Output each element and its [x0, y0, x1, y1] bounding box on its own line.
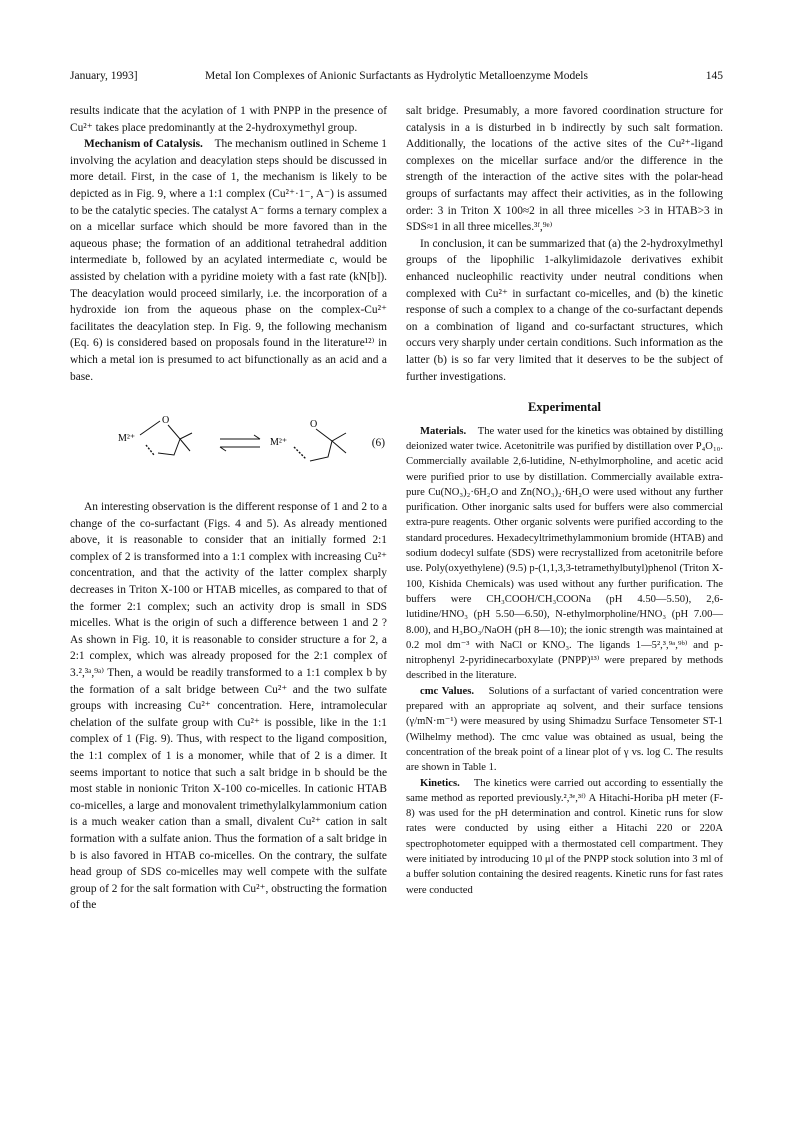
experimental-heading: Experimental	[528, 400, 601, 415]
equation-6	[70, 405, 387, 485]
equation-6-scheme	[110, 405, 390, 485]
page-header	[70, 70, 723, 90]
issue-date: January, 1993]	[70, 70, 138, 82]
right-column	[406, 103, 723, 898]
paragraph-mechanism	[70, 136, 387, 385]
paragraph-conclusion: In conclusion, it can be summarized that (a) the 2-hydroxylmethyl groups of the lipophilic 1-alkylimidazole derivatives exhibit enhanced nucleophilic reactivity under neutral conditions when complexed with Cu²⁺ in surfactant co-micelles, and (b) the kinetic response of such a complex to a change of the co-surfactant depends on a combination of ligand and co-surfactant structures, which occurs very sharply under certain conditions. Such information as the latter (b) is so far very limited that it deserves to be the subject of further investigations.	[406, 237, 723, 383]
kinetics-heading: Kinetics.	[420, 777, 460, 789]
eq-right-oxygen: O	[310, 419, 318, 431]
paragraph-observation: An interesting observation is the different response of 1 and 2 to a change of the co-surfactant (Figs. 4 and 5). As already mentioned above, it is reasonable to consider that an initially formed 2:1 complex of 2 is transformed into a 1:1 complex with increasing Cu²⁺ concentration, and that the activity of the latter complex sharply decreases in Triton X-100 or HTAB micelles, as compared to that of the former 2:1 complex; such an activity drop is small in SDS micelles. What is the origin of such a difference between 1 and 2 ? As shown in Fig. 10, it is reasonable to consider structure a for 2, a 2:1 complex, which was already proposed for the 2:1 complex of 3.²,³ᵃ,⁹ᵃ⁾ Then, a would be readily transformed to a 1:1 complex b by the formation of a salt bridge between Cu²⁺ and the two sulfate groups with increasing Cu²⁺ concentration. Here, intramolecular chelation of the sulfate group with Cu²⁺ is possible, like in the 1:1 complex of 1 (Fig. 9). Thus, with respect to the ligand composition, the 1:1 complex of 1 is a monomer, while that of 2 is a dimer. It seems important to notice that such a salt bridge in b should be the most stable in nonionic Triton X-100 co-micelles. In cationic HTAB co-micelles, a large and monovalent trimethylalkylammonium cation is a much weaker cation than a small, divalent Cu²⁺ cation in salt formation with a sulfate anion. Thus the formation of a salt bridge in b is also favored in HTAB co-micelles. On the contrary, the sulfate head group of SDS co-micelles may well compete with the sulfate group of 2 for the salt formation with Cu²⁺, obstructing the formation of the	[70, 501, 387, 912]
paragraph-kinetics	[406, 776, 723, 898]
materials-text: The water used for the kinetics was obtained by distilling deionized water twice. Acetonitrile was purified by distillation over P₄O₁₀. Commercially available 2,6-lutidine, N-ethylmorpholine, and acetic acid were purified prior to use by distillation. Commercially available extra-pure Cu(NO₃)₂·6H₂O and Zn(NO₃)₂·6H₂O were used without any further purification. Other inorganic salts used for buffers were also commercial extra-pure reagents. Other organic solvents were purified according to the standard procedures. Hexadecyltrimethylammonium bromide (HTAB) and sodium dodecyl sulfate (SDS) were recrystallized from acetonitrile before use. Poly(oxyethylene) (9.5) p-(1,1,3,3-tetramethylbutyl)phenol (Triton X-100, Kishida Chemicals) was used without any further purification. The buffers were CH₃COOH/CH₃COONa (pH 4.50—5.50), 2,6-lutidine/HNO₃ (pH 5.50—6.50), N-ethylmorpholine/HNO₃ (pH 7.00—8.00), and H₃BO₃/NaOH (pH 8—10); the ionic strength was maintained at 0.2 mol dm⁻³ with NaCl or KNO₃. The ligands 1—5²,³,⁹ᵃ,⁹ᵇ⁾ and p-nitrophenyl 2-pyridinecarboxylate (PNPP)¹³⁾ were prepared by methods described in the literature.	[406, 425, 724, 682]
page-number: 145	[705, 70, 723, 82]
mechanism-heading: Mechanism of Catalysis.	[84, 138, 203, 151]
eq-left-metal: M²⁺	[118, 433, 136, 445]
paragraph-salt-bridge: salt bridge. Presumably, a more favored coordination structure for catalysis in a is disturbed in b indirectly by such salt formation. Additionally, the locations of the active sites of the Cu²⁺-ligand complexes on the micellar surface and/or the difference in the strength of the interaction of the active sites with the polar-head groups of surfactants may affect their activities, as in the following order: 3 in Triton X 100≈2 in all three micelles >3 in HTAB>3 in SDS≈1 in all three micelles.³ᶠ,⁹ᵉ⁾	[406, 105, 723, 234]
mechanism-text: The mechanism outlined in Scheme 1 involving the acylation and deacylation steps should be discussed in more detail. First, in the case of 1, the mechanism is likely to be depicted as in Fig. 9, where a 1:1 complex (Cu²⁺·1⁻, A⁻) is assumed to be the catalytic species. The catalyst A⁻ forms a ternary complex a on a micellar surface which should be more favored than in the aqueous phase; the formation of an additional tetrahedral addition intermediate b, followed by an acylated intermediate c, would be assisted by chelation with a pyridine moiety with a fast rate (kN[b]). The deacylation would proceed similarly, i.e. the incorporation of a hydroxide ion from the aqueous phase on the complex-Cu²⁺ facilitates the deacylation step. In Fig. 9, the following mechanism (Eq. 6) is considered based on proposals found in the literature¹²⁾ in which a metal ion is presumed to act bifunctionally as an acid and a base.	[70, 138, 387, 383]
running-title: Metal Ion Complexes of Anionic Surfactants as Hydrolytic Metalloenzyme Models	[205, 70, 588, 82]
eq-right-metal: M²⁺	[270, 437, 288, 449]
cmc-heading: cmc Values.	[420, 685, 474, 697]
equation-number: (6)	[371, 437, 385, 450]
paragraph-results: results indicate that the acylation of 1 with PNPP in the presence of Cu²⁺ takes place predominantly at the 2-hydroxymethyl group.	[70, 105, 387, 134]
left-column	[70, 103, 387, 914]
paragraph-cmc	[406, 684, 723, 776]
kinetics-text: The kinetics were carried out according to essentially the same method as reported previously.²,³ᵉ,³ᶠ⁾ A Hitachi-Horiba pH meter (F-8) was used for the pH determination and control. Kinetic runs for slow rates were conducted by using either a Hitachi 220 or 220A spectrophotometer equipped with a thermostated cell compartment. They were initiated by introducing 10 μl of the PNPP stock solution into 3 ml of a buffer solution containing the desired reagents. Kinetic runs for fast rates were conducted	[406, 777, 723, 896]
cmc-text: Solutions of a surfactant of varied concentration were prepared with an appropriate aq solvent, and their surface tensions (γ/mN·m⁻¹) were measured by using Shimadzu Surface Tensometer ST-1 (Wilhelmy method). The cmc value was obtained as usual, being the concentration of the break point of a linear plot of γ vs. log C. The results are shown in Table 1.	[406, 685, 724, 774]
paragraph-materials	[406, 424, 723, 684]
materials-heading: Materials.	[420, 425, 467, 437]
eq-left-oxygen: O	[162, 415, 170, 427]
